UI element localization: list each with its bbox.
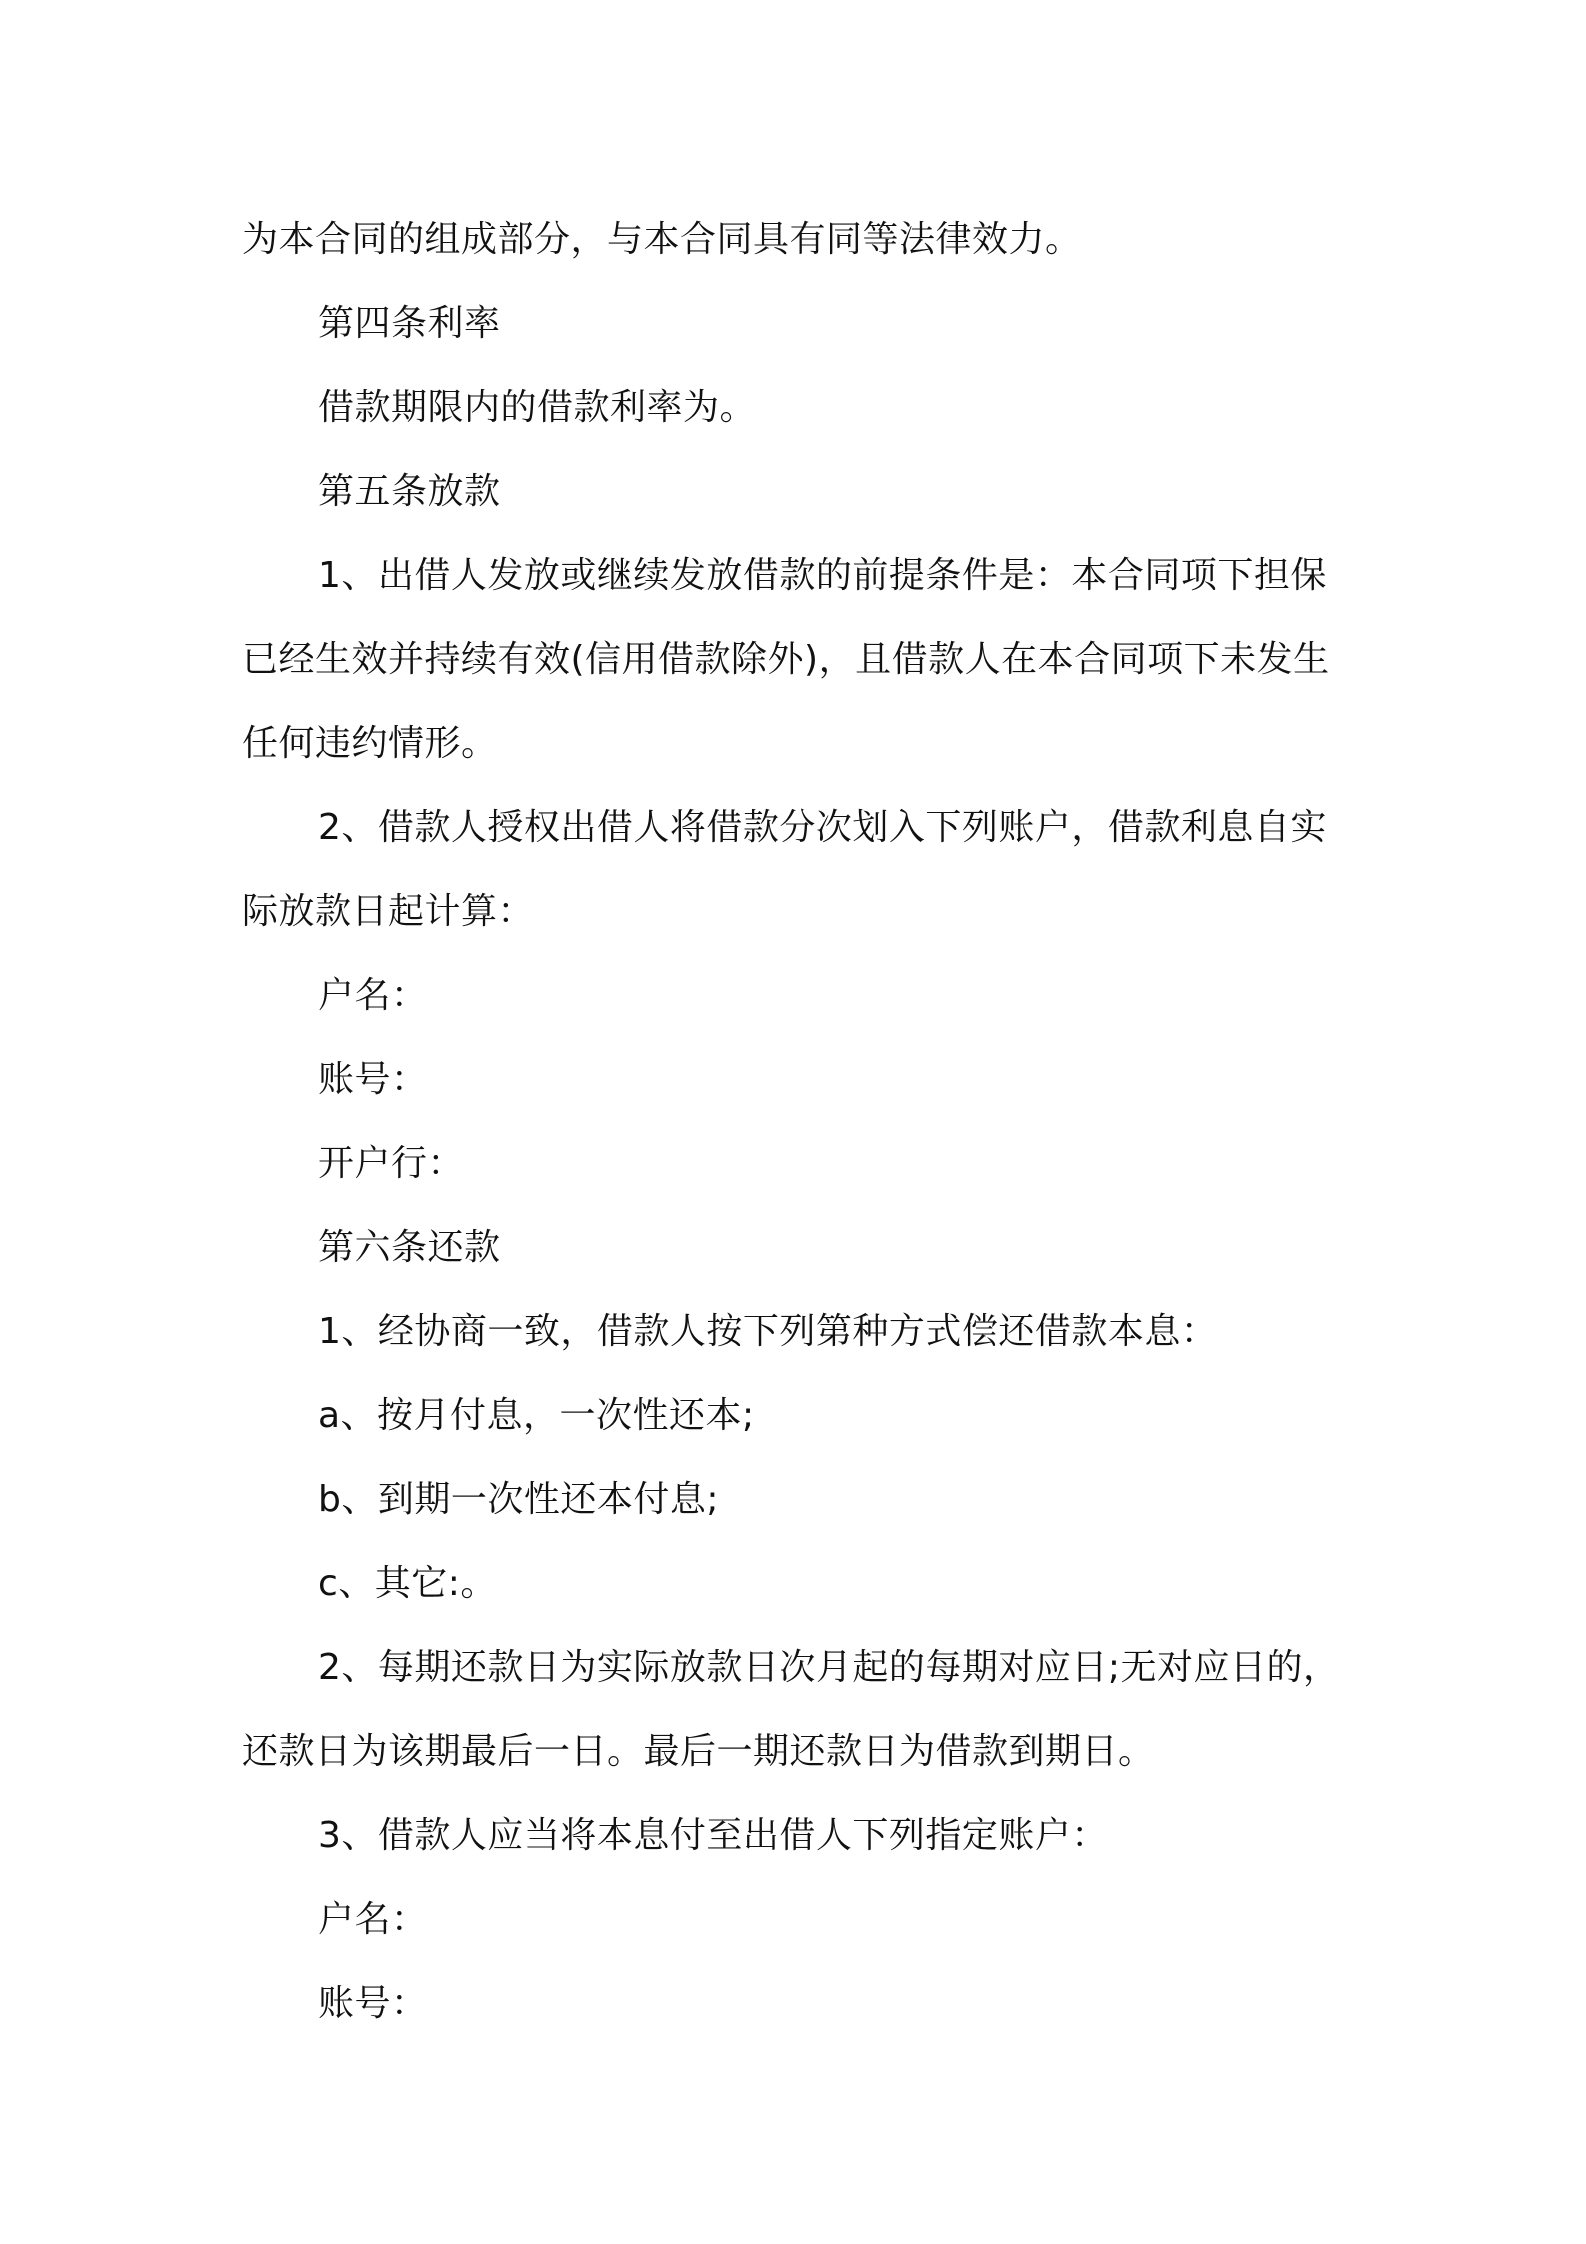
paragraph-line: 2、每期还款日为实际放款日次月起的每期对应日;无对应日的， (318, 1647, 1340, 1688)
article-4-heading: 第四条利率 (318, 303, 501, 344)
paragraph-line: 际放款日起计算： (242, 891, 535, 932)
paragraph-line: 为本合同的组成部分，与本合同具有同等法律效力。 (242, 219, 1082, 260)
document-body (242, 198, 1362, 2046)
list-item: b、到期一次性还本付息; (318, 1479, 719, 1520)
account-number-label: 账号： (318, 1983, 428, 2024)
paragraph-line: 1、经协商一致，借款人按下列第种方式偿还借款本息： (318, 1311, 1218, 1352)
list-item: c、其它:。 (318, 1563, 497, 1604)
paragraph-line: 借款期限内的借款利率为。 (318, 387, 757, 428)
account-number-label: 账号： (318, 1059, 428, 1100)
paragraph-line: 1、出借人发放或继续发放借款的前提条件是：本合同项下担保 (318, 555, 1327, 596)
paragraph-line: 还款日为该期最后一日。最后一期还款日为借款到期日。 (242, 1731, 1155, 1772)
paragraph-line: 任何违约情形。 (242, 723, 498, 764)
article-6-heading: 第六条还款 (318, 1227, 501, 1268)
paragraph-line: 3、借款人应当将本息付至出借人下列指定账户： (318, 1815, 1108, 1856)
paragraph-line: 已经生效并持续有效(信用借款除外)，且借款人在本合同项下未发生 (242, 639, 1330, 680)
list-item: a、按月付息，一次性还本; (318, 1395, 755, 1436)
bank-label: 开户行： (318, 1143, 465, 1184)
account-name-label: 户名： (318, 1899, 428, 1940)
article-5-heading: 第五条放款 (318, 471, 501, 512)
account-name-label: 户名： (318, 975, 428, 1016)
paragraph-line: 2、借款人授权出借人将借款分次划入下列账户，借款利息自实 (318, 807, 1327, 848)
